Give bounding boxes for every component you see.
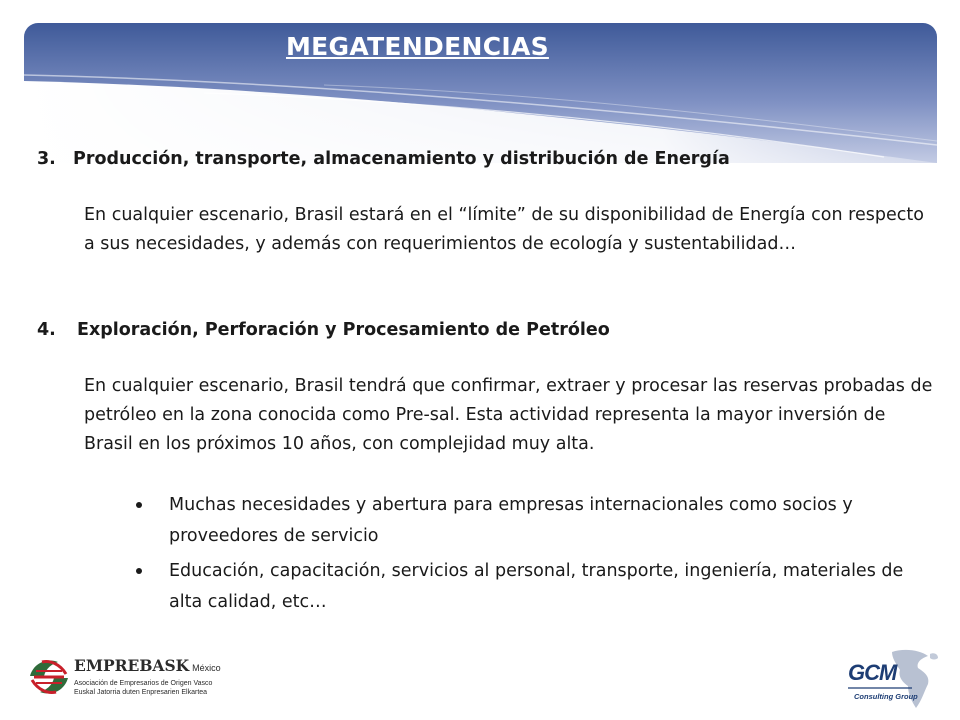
section-heading-3 xyxy=(37,149,730,169)
bullet-text: Educación, capacitación, servicios al personal, transporte, ingeniería, materiales de alta calidad, etc… xyxy=(169,561,904,612)
section-paragraph-3: En cualquier escenario, Brasil estará en el “límite” de su disponibilidad de Energía con respecto a sus necesidades, y además con requerimientos de ecología y sustentabilidad… xyxy=(84,205,924,254)
emprebask-name: EMPREBASK México xyxy=(74,656,221,675)
gcm-logo xyxy=(842,646,942,712)
bullet-icon xyxy=(136,568,142,574)
gcm-name: GCM xyxy=(848,660,897,685)
gcm-subtitle: Consulting Group xyxy=(854,692,918,701)
bullet-icon xyxy=(136,502,142,508)
section-heading-4 xyxy=(37,320,610,340)
section-number: 3. xyxy=(37,149,56,169)
list-item xyxy=(136,556,936,618)
lauburu-icon xyxy=(28,656,70,700)
bullet-text: Muchas necesidades y abertura para empresas internacionales como socios y proveedores de servicio xyxy=(169,495,853,546)
list-item xyxy=(136,490,936,552)
bullet-list xyxy=(136,490,936,622)
emprebask-logo xyxy=(28,654,238,710)
section-heading-text: Producción, transporte, almacenamiento y distribución de Energía xyxy=(73,149,730,169)
slide-title: MEGATENDENCIAS xyxy=(286,32,549,61)
section-heading-text: Exploración, Perforación y Procesamiento de Petróleo xyxy=(77,320,610,340)
emprebask-line-2: Euskal Jatorria duten Enpresarien Elkartea xyxy=(74,689,208,696)
emprebask-line-1: Asociación de Empresarios de Origen Vasco xyxy=(74,680,213,687)
section-paragraph-4: En cualquier escenario, Brasil tendrá que confirmar, extraer y procesar las reservas probadas de petróleo en la zona conocida como Pre-sal. Esta actividad representa la mayor inversión de Brasil en los próximos 10 años, con complejidad muy alta. xyxy=(84,376,933,454)
section-number: 4. xyxy=(37,320,56,340)
